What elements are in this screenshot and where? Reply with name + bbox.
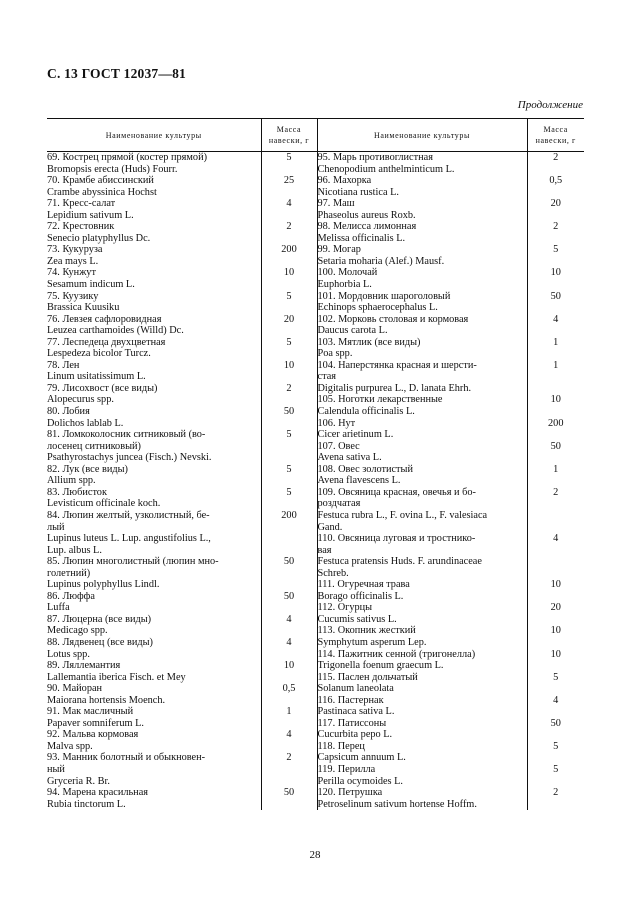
crop-name-ru: 103. Мятлик (все виды) — [317, 336, 421, 348]
crop-mass-value: 4 — [553, 694, 559, 706]
crop-entry — [47, 383, 261, 406]
crop-name-ru: 97. Маш — [317, 198, 355, 210]
crop-mass-entry — [528, 695, 585, 718]
crop-mass-value: 4 — [286, 198, 292, 210]
crop-name-line: Cicer arietinum L. — [317, 429, 394, 441]
crop-mass-entry — [262, 152, 317, 175]
crop-name-line: Alopecurus spp. — [47, 394, 114, 406]
crop-name-line: Borago officinalis L. — [317, 590, 404, 602]
crop-entry — [318, 244, 527, 267]
crop-mass-table — [47, 118, 584, 810]
crop-mass-value: 2 — [553, 152, 559, 163]
crop-name-line: Bromopsis erecta (Huds) Fourr. — [47, 163, 178, 175]
crop-name-line: Echinops sphaerocephalus L. — [317, 302, 438, 314]
crop-mass-entry — [528, 533, 585, 579]
crop-mass-entry — [262, 360, 317, 383]
crop-name-ru: 110. Овсяница луговая и тростнико- — [317, 533, 476, 545]
crop-entry — [47, 614, 261, 637]
column-header-name-right — [317, 119, 527, 152]
crop-entry — [318, 394, 527, 417]
crop-entry — [47, 429, 261, 464]
crop-mass-value: 4 — [286, 613, 292, 625]
crop-entry — [318, 695, 527, 718]
crop-mass-value: 20 — [550, 602, 561, 614]
crop-mass-value: 4 — [553, 313, 559, 325]
crop-name-line: Setaria moharia (Alef.) Mausf. — [317, 255, 445, 267]
crop-mass-value: 200 — [281, 509, 297, 521]
crop-mass-entry — [262, 464, 317, 487]
crop-entry — [47, 556, 261, 591]
crop-name-ru: 109. Овсяница красная, овечья и бо- — [317, 486, 476, 498]
crop-name-ru: 105. Ноготки лекарственные — [317, 394, 443, 406]
crop-mass-entry — [262, 383, 317, 406]
crop-mass-value: 2 — [286, 382, 292, 394]
crop-mass-value: 4 — [286, 636, 292, 648]
crop-mass-entry — [528, 602, 585, 625]
crop-name-line: Nicotiana rustica L. — [317, 186, 399, 198]
crop-name-line: Petroselinum sativum hortense Hoffm. — [317, 798, 477, 810]
crop-entry — [318, 602, 527, 625]
crop-name-line: Lup. albus L. — [47, 544, 102, 556]
crop-mass-entry — [528, 764, 585, 787]
crop-name-line: Pastinaca sativa L. — [317, 706, 395, 718]
crop-mass-entry — [262, 221, 317, 244]
crop-entry — [318, 787, 527, 810]
crop-entry — [47, 683, 261, 706]
crop-entry — [47, 152, 261, 175]
crop-name-ru: 112. Огурцы — [317, 602, 373, 614]
crop-entry — [318, 741, 527, 764]
crop-name-ru: 106. Нут — [317, 417, 356, 429]
left-names-column — [47, 152, 261, 811]
crop-mass-value: 5 — [286, 336, 292, 348]
crop-mass-entry — [528, 360, 585, 395]
crop-name-line: Maiorana hortensis Moench. — [47, 694, 166, 706]
crop-entry — [47, 637, 261, 660]
crop-mass-entry — [262, 487, 317, 510]
crop-name-line: Brassica Kuusiku — [47, 302, 120, 314]
crop-mass-entry — [262, 752, 317, 787]
crop-name-line: Gand. — [317, 521, 343, 533]
crop-mass-value: 5 — [553, 671, 559, 683]
crop-mass-entry — [528, 314, 585, 337]
crop-mass-value: 1 — [553, 336, 559, 348]
crop-entry — [318, 764, 527, 787]
crop-name-ru: 82. Лук (все виды) — [47, 463, 128, 475]
crop-entry — [47, 729, 261, 752]
crop-mass-value: 25 — [283, 175, 295, 187]
crop-mass-value: 20 — [283, 313, 295, 325]
crop-name-line: Lotus spp. — [47, 648, 90, 660]
crop-mass-entry — [262, 429, 317, 464]
crop-name-line: роздчатая — [317, 498, 361, 510]
crop-mass-value: 1 — [553, 359, 559, 371]
crop-mass-entry — [262, 406, 317, 429]
crop-entry — [47, 406, 261, 429]
crop-name-line: Luffa — [47, 602, 70, 614]
crop-name-line: голетний) — [47, 567, 91, 579]
crop-entry — [47, 314, 261, 337]
crop-name-line: Lallemantia iberica Fisch. et Mey — [47, 671, 186, 683]
right-mass-column — [527, 152, 584, 811]
crop-mass-entry — [528, 337, 585, 360]
crop-entry — [318, 267, 527, 290]
crop-name-line: Avena flavescens L. — [317, 475, 401, 487]
crop-entry — [47, 706, 261, 729]
crop-entry — [318, 533, 527, 579]
crop-name-ru: 114. Пажитник сенной (тригонелла) — [317, 648, 476, 660]
document-header: С. 13 ГОСТ 12037—81 — [47, 66, 186, 81]
crop-name-ru: 86. Люффа — [47, 590, 95, 602]
crop-mass-value: 20 — [550, 198, 561, 210]
crop-name-line: Senecio platyphyllus Dc. — [47, 232, 151, 244]
crop-name-line: лый — [47, 521, 65, 533]
crop-entry — [318, 418, 527, 441]
crop-name-line: стая — [317, 371, 337, 383]
crop-mass-value: 50 — [283, 406, 295, 418]
crop-name-ru: 104. Наперстянка красная и шерсти- — [317, 359, 477, 371]
crop-name-ru: 111. Огуречная трава — [317, 579, 410, 591]
crop-name-line: Levisticum officinale koch. — [47, 498, 161, 510]
column-header-mass-right — [527, 119, 584, 152]
column-header-name-left — [47, 119, 261, 152]
crop-entry — [47, 221, 261, 244]
crop-name-line: лосенец ситниковый) — [47, 440, 141, 452]
crop-entry — [47, 198, 261, 221]
crop-mass-entry — [262, 660, 317, 683]
crop-name-ru: 79. Лисохвост (все виды) — [47, 382, 158, 394]
crop-mass-value: 10 — [550, 394, 561, 406]
crop-mass-entry — [528, 464, 585, 487]
crop-mass-value: 2 — [286, 221, 292, 233]
crop-mass-entry — [528, 787, 585, 810]
crop-entry — [47, 291, 261, 314]
crop-name-ru: 93. Манник болотный и обыкновен- — [47, 752, 206, 764]
crop-mass-entry — [528, 221, 585, 244]
crop-name-ru: 87. Люцерна (все виды) — [47, 613, 152, 625]
crop-name-line: Lupinus luteus L. Lup. angustifolius L., — [47, 533, 211, 545]
crop-mass-value: 1 — [553, 463, 559, 475]
crop-mass-entry — [528, 741, 585, 764]
crop-name-ru: 120. Петрушка — [317, 787, 383, 799]
crop-name-ru: 102. Морковь столовая и кормовая — [317, 313, 469, 325]
crop-mass-value: 0,5 — [282, 683, 296, 695]
column-header-mass-line2: навески, г — [268, 136, 310, 145]
crop-entry — [47, 337, 261, 360]
crop-name-line: Schreb. — [317, 567, 349, 579]
table-body-row — [47, 152, 584, 811]
crop-name-line: Linum usitatissimum L. — [47, 371, 146, 383]
crop-mass-value: 5 — [286, 290, 292, 302]
crop-name-ru: 74. Кунжут — [47, 267, 96, 279]
crop-entry — [318, 579, 527, 602]
crop-entry — [47, 752, 261, 787]
crop-entry — [47, 487, 261, 510]
crop-name-ru: 92. Мальва кормовая — [47, 729, 139, 741]
crop-entry — [318, 649, 527, 672]
column-header-mass-line1: Масса — [543, 125, 568, 134]
crop-name-line: Festuca pratensis Huds. F. arundinaceae — [317, 556, 482, 568]
crop-name-line: Zea mays L. — [47, 255, 99, 267]
crop-entry — [318, 718, 527, 741]
crop-name-ru: 75. Куузику — [47, 290, 99, 302]
crop-name-ru: 96. Махорка — [317, 175, 372, 187]
crop-name-line: Medicago spp. — [47, 625, 108, 637]
crop-name-line: Cucurbita pepo L. — [317, 729, 393, 741]
crop-name-line: Trigonella foenum graecum L. — [317, 660, 444, 672]
crop-name-line: Gryceria R. Br. — [47, 775, 110, 787]
crop-entry — [47, 510, 261, 556]
crop-name-line: Rubia tinctorum L. — [47, 798, 126, 810]
crop-name-line: Digitalis purpurea L., D. lanata Ehrh. — [317, 382, 472, 394]
crop-name-line: Malva spp. — [47, 740, 93, 752]
crop-name-ru: 83. Любисток — [47, 486, 107, 498]
crop-entry — [318, 487, 527, 533]
crop-name-ru: 94. Марена красильная — [47, 787, 148, 799]
crop-entry — [47, 464, 261, 487]
column-header-name-text: Наименование культуры — [105, 130, 202, 140]
crop-mass-value: 10 — [283, 267, 295, 279]
crop-name-ru: 98. Мелисса лимонная — [317, 221, 417, 233]
crop-name-line: Daucus carota L. — [317, 325, 388, 337]
crop-name-line: Lepidium sativum L. — [47, 209, 134, 221]
crop-mass-entry — [528, 625, 585, 648]
crop-mass-value: 10 — [283, 660, 295, 672]
column-header-name-text: Наименование культуры — [374, 130, 470, 140]
crop-mass-entry — [262, 291, 317, 314]
crop-mass-entry — [262, 614, 317, 637]
crop-mass-entry — [528, 649, 585, 672]
crop-mass-entry — [528, 579, 585, 602]
crop-entry — [47, 175, 261, 198]
crop-entry — [318, 198, 527, 221]
page-number: 28 — [309, 849, 321, 861]
crop-name-line: Psathyrostachys juncea (Fisch.) Nevski. — [47, 452, 212, 464]
crop-entry — [318, 441, 527, 464]
crop-name-ru: 85. Люпин многолистный (люпин мно- — [47, 556, 219, 568]
crop-mass-value: 5 — [286, 486, 292, 498]
crop-name-ru: 107. Овес — [317, 440, 360, 452]
crop-mass-value: 200 — [548, 417, 564, 429]
crop-mass-entry — [262, 787, 317, 810]
crop-name-ru: 70. Крамбе абиссинский — [47, 175, 154, 187]
crop-name-line: Dolichos lablab L. — [47, 417, 124, 429]
column-header-mass-left — [261, 119, 317, 152]
crop-mass-entry — [262, 337, 317, 360]
crop-entry — [318, 152, 527, 175]
crop-mass-value: 200 — [281, 244, 297, 256]
crop-name-line: Perilla ocymoides L. — [317, 775, 404, 787]
crop-name-ru: 100. Молочай — [317, 267, 378, 279]
crop-name-line: Symphytum asperum Lep. — [317, 636, 427, 648]
crop-entry — [318, 291, 527, 314]
crop-mass-entry — [262, 314, 317, 337]
crop-name-line: Crambe abyssinica Hochst — [47, 186, 157, 198]
crop-mass-value: 10 — [283, 359, 295, 371]
crop-name-ru: 99. Могар — [317, 244, 361, 256]
crop-name-line: Cucumis sativus L. — [317, 613, 397, 625]
crop-mass-value: 10 — [550, 579, 561, 591]
crop-entry — [318, 337, 527, 360]
crop-entry — [318, 464, 527, 487]
crop-mass-entry — [528, 152, 585, 175]
crop-name-ru: 80. Лобия — [47, 406, 90, 418]
crop-name-line: Lespedeza bicolor Turcz. — [47, 348, 151, 360]
crop-mass-value: 5 — [286, 463, 292, 475]
crop-mass-value: 4 — [553, 533, 559, 545]
crop-mass-entry — [262, 637, 317, 660]
crop-mass-entry — [528, 291, 585, 314]
crop-mass-value: 10 — [550, 625, 561, 637]
crop-name-ru: 71. Кресс-салат — [47, 198, 116, 210]
crop-mass-value: 10 — [550, 267, 561, 279]
crop-name-ru: 119. Перилла — [317, 763, 376, 775]
left-mass-column — [261, 152, 317, 811]
crop-mass-value: 50 — [550, 290, 561, 302]
crop-mass-value: 5 — [286, 152, 292, 163]
crop-name-line: Lupinus polyphyllus Lindl. — [47, 579, 160, 591]
crop-name-ru: 113. Окопник жесткий — [317, 625, 416, 637]
crop-entry — [47, 787, 261, 810]
crop-mass-entry — [262, 244, 317, 267]
crop-mass-entry — [262, 198, 317, 221]
crop-mass-value: 50 — [283, 590, 295, 602]
crop-name-line: вая — [317, 544, 332, 556]
crop-name-ru: 69. Кострец прямой (костер прямой) — [47, 152, 208, 163]
crop-name-line: Capsicum annuum L. — [317, 752, 406, 764]
crop-name-ru: 88. Лядвенец (все виды) — [47, 636, 153, 648]
crop-name-ru: 118. Перец — [317, 740, 365, 752]
crop-name-line: Avena sativa L. — [317, 452, 382, 464]
crop-mass-value: 50 — [283, 787, 295, 799]
crop-mass-value: 2 — [553, 787, 559, 799]
crop-mass-entry — [528, 418, 585, 441]
crop-entry — [47, 244, 261, 267]
crop-entry — [318, 360, 527, 395]
crop-name-ru: 78. Лен — [47, 359, 80, 371]
crop-mass-entry — [528, 244, 585, 267]
crop-name-line: Calendula officinalis L. — [317, 406, 415, 418]
crop-name-ru: 90. Майоран — [47, 683, 103, 695]
crop-name-ru: 108. Овес золотистый — [317, 463, 413, 475]
crop-mass-entry — [528, 394, 585, 417]
crop-mass-value: 4 — [286, 729, 292, 741]
crop-name-ru: 77. Леспедеца двухцветная — [47, 336, 166, 348]
crop-name-line: Phaseolus aureus Roxb. — [317, 209, 416, 221]
crop-name-line: Poa spp. — [317, 348, 353, 360]
crop-name-ru: 117. Патиссоны — [317, 717, 387, 729]
crop-name-line: Papaver somniferum L. — [47, 717, 144, 729]
crop-mass-entry — [262, 706, 317, 729]
crop-mass-value: 5 — [553, 763, 559, 775]
crop-entry — [47, 360, 261, 383]
crop-entry — [47, 267, 261, 290]
crop-mass-entry — [528, 198, 585, 221]
crop-name-line: Euphorbia L. — [317, 279, 372, 291]
crop-name-line: Leuzea carthamoides (Willd) Dc. — [47, 325, 184, 337]
crop-mass-entry — [528, 175, 585, 198]
crop-entry — [47, 591, 261, 614]
right-names-column — [317, 152, 527, 811]
crop-mass-entry — [262, 510, 317, 556]
crop-name-ru: 101. Мордовник шароголовый — [317, 290, 451, 302]
crop-mass-value: 50 — [550, 440, 561, 452]
crop-mass-entry — [262, 729, 317, 752]
crop-mass-entry — [528, 487, 585, 533]
crop-name-ru: 81. Ломкоколосник ситниковый (во- — [47, 429, 206, 441]
column-header-mass-line2: навески, г — [535, 136, 576, 145]
crop-entry — [318, 221, 527, 244]
table-header-row — [47, 119, 584, 152]
crop-name-ru: 76. Левзея сафлоровидная — [47, 313, 162, 325]
crop-entry — [318, 625, 527, 648]
crop-mass-value: 0,5 — [549, 175, 563, 187]
crop-name-line: Allium spp. — [47, 475, 96, 487]
continuation-label: Продолжение — [517, 99, 583, 111]
crop-mass-value: 10 — [550, 648, 561, 660]
crop-mass-entry — [262, 591, 317, 614]
crop-name-line: ный — [47, 763, 65, 775]
crop-mass-entry — [262, 267, 317, 290]
crop-name-ru: 116. Пастернак — [317, 694, 384, 706]
crop-mass-value: 5 — [553, 740, 559, 752]
crop-mass-value: 50 — [283, 556, 295, 568]
crop-entry — [47, 660, 261, 683]
crop-name-line: Solanum laneolata — [317, 683, 394, 695]
crop-mass-value: 50 — [550, 717, 561, 729]
crop-name-ru: 72. Крестовник — [47, 221, 115, 233]
crop-entry — [318, 314, 527, 337]
crop-name-ru: 91. Мак масличный — [47, 706, 134, 718]
crop-name-line: Festuca rubra L., F. ovina L., F. valesiaca — [317, 509, 488, 521]
crop-mass-value: 1 — [286, 706, 292, 718]
crop-name-ru: 95. Марь противоглистная — [317, 152, 433, 163]
crop-name-line: Sesamum indicum L. — [47, 279, 135, 291]
crop-name-ru: 73. Кукуруза — [47, 244, 103, 256]
crop-mass-value: 5 — [286, 429, 292, 441]
crop-mass-value: 2 — [553, 486, 559, 498]
crop-entry — [318, 672, 527, 695]
crop-mass-entry — [262, 175, 317, 198]
crop-entry — [318, 175, 527, 198]
crop-mass-value: 2 — [286, 752, 292, 764]
crop-mass-entry — [262, 556, 317, 591]
crop-name-ru: 89. Ляллемантия — [47, 660, 121, 672]
crop-mass-value: 2 — [553, 221, 559, 233]
crop-name-line: Chenopodium anthelminticum L. — [317, 163, 455, 175]
crop-mass-entry — [528, 441, 585, 464]
crop-name-ru: 84. Люпин желтый, узколистный, бе- — [47, 509, 210, 521]
crop-name-line: Melissa officinalis L. — [317, 232, 406, 244]
crop-mass-entry — [528, 718, 585, 741]
column-header-mass-line1: Масса — [276, 125, 302, 134]
crop-mass-value: 5 — [553, 244, 559, 256]
crop-mass-entry — [528, 672, 585, 695]
crop-name-ru: 115. Паслен дольчатый — [317, 671, 418, 683]
crop-mass-entry — [528, 267, 585, 290]
crop-mass-entry — [262, 683, 317, 706]
